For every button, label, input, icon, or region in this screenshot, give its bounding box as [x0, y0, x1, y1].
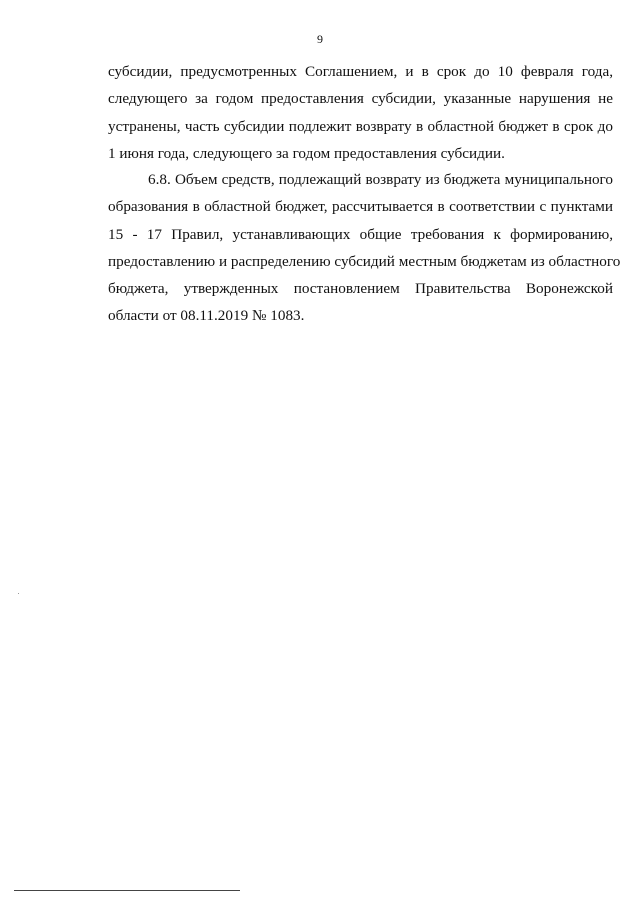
paragraph-line: устранены, часть субсидии подлежит возврату в областной бюджет в срок до	[108, 117, 613, 135]
paragraph-line: области от 08.11.2019 № 1083.	[108, 307, 305, 325]
paragraph-line: предоставлению и распределению субсидий местным бюджетам из областного	[108, 252, 621, 270]
page-number: 9	[317, 32, 323, 46]
scan-artifact	[18, 593, 19, 594]
paragraph-line: субсидии, предусмотренных Соглашением, и в срок до 10 февраля года,	[108, 63, 613, 80]
paragraph-line: 15 - 17 Правил, устанавливающих общие требования к формированию,	[108, 225, 613, 243]
paragraph-line: 1 июня года, следующего за годом предоставления субсидии.	[108, 144, 505, 162]
paragraph-6-8	[108, 166, 621, 330]
paragraph-continuation	[108, 58, 613, 167]
paragraph-line: следующего за годом предоставления субсидии, указанные нарушения не	[108, 90, 613, 108]
paragraph-line: 6.8. Объем средств, подлежащий возврату из бюджета муниципального	[148, 171, 613, 188]
paragraph-line: бюджета, утвержденных постановлением Правительства Воронежской	[108, 280, 613, 298]
footer-rule	[14, 890, 240, 891]
paragraph-line: образования в областной бюджет, рассчитывается в соответствии с пунктами	[108, 198, 613, 216]
